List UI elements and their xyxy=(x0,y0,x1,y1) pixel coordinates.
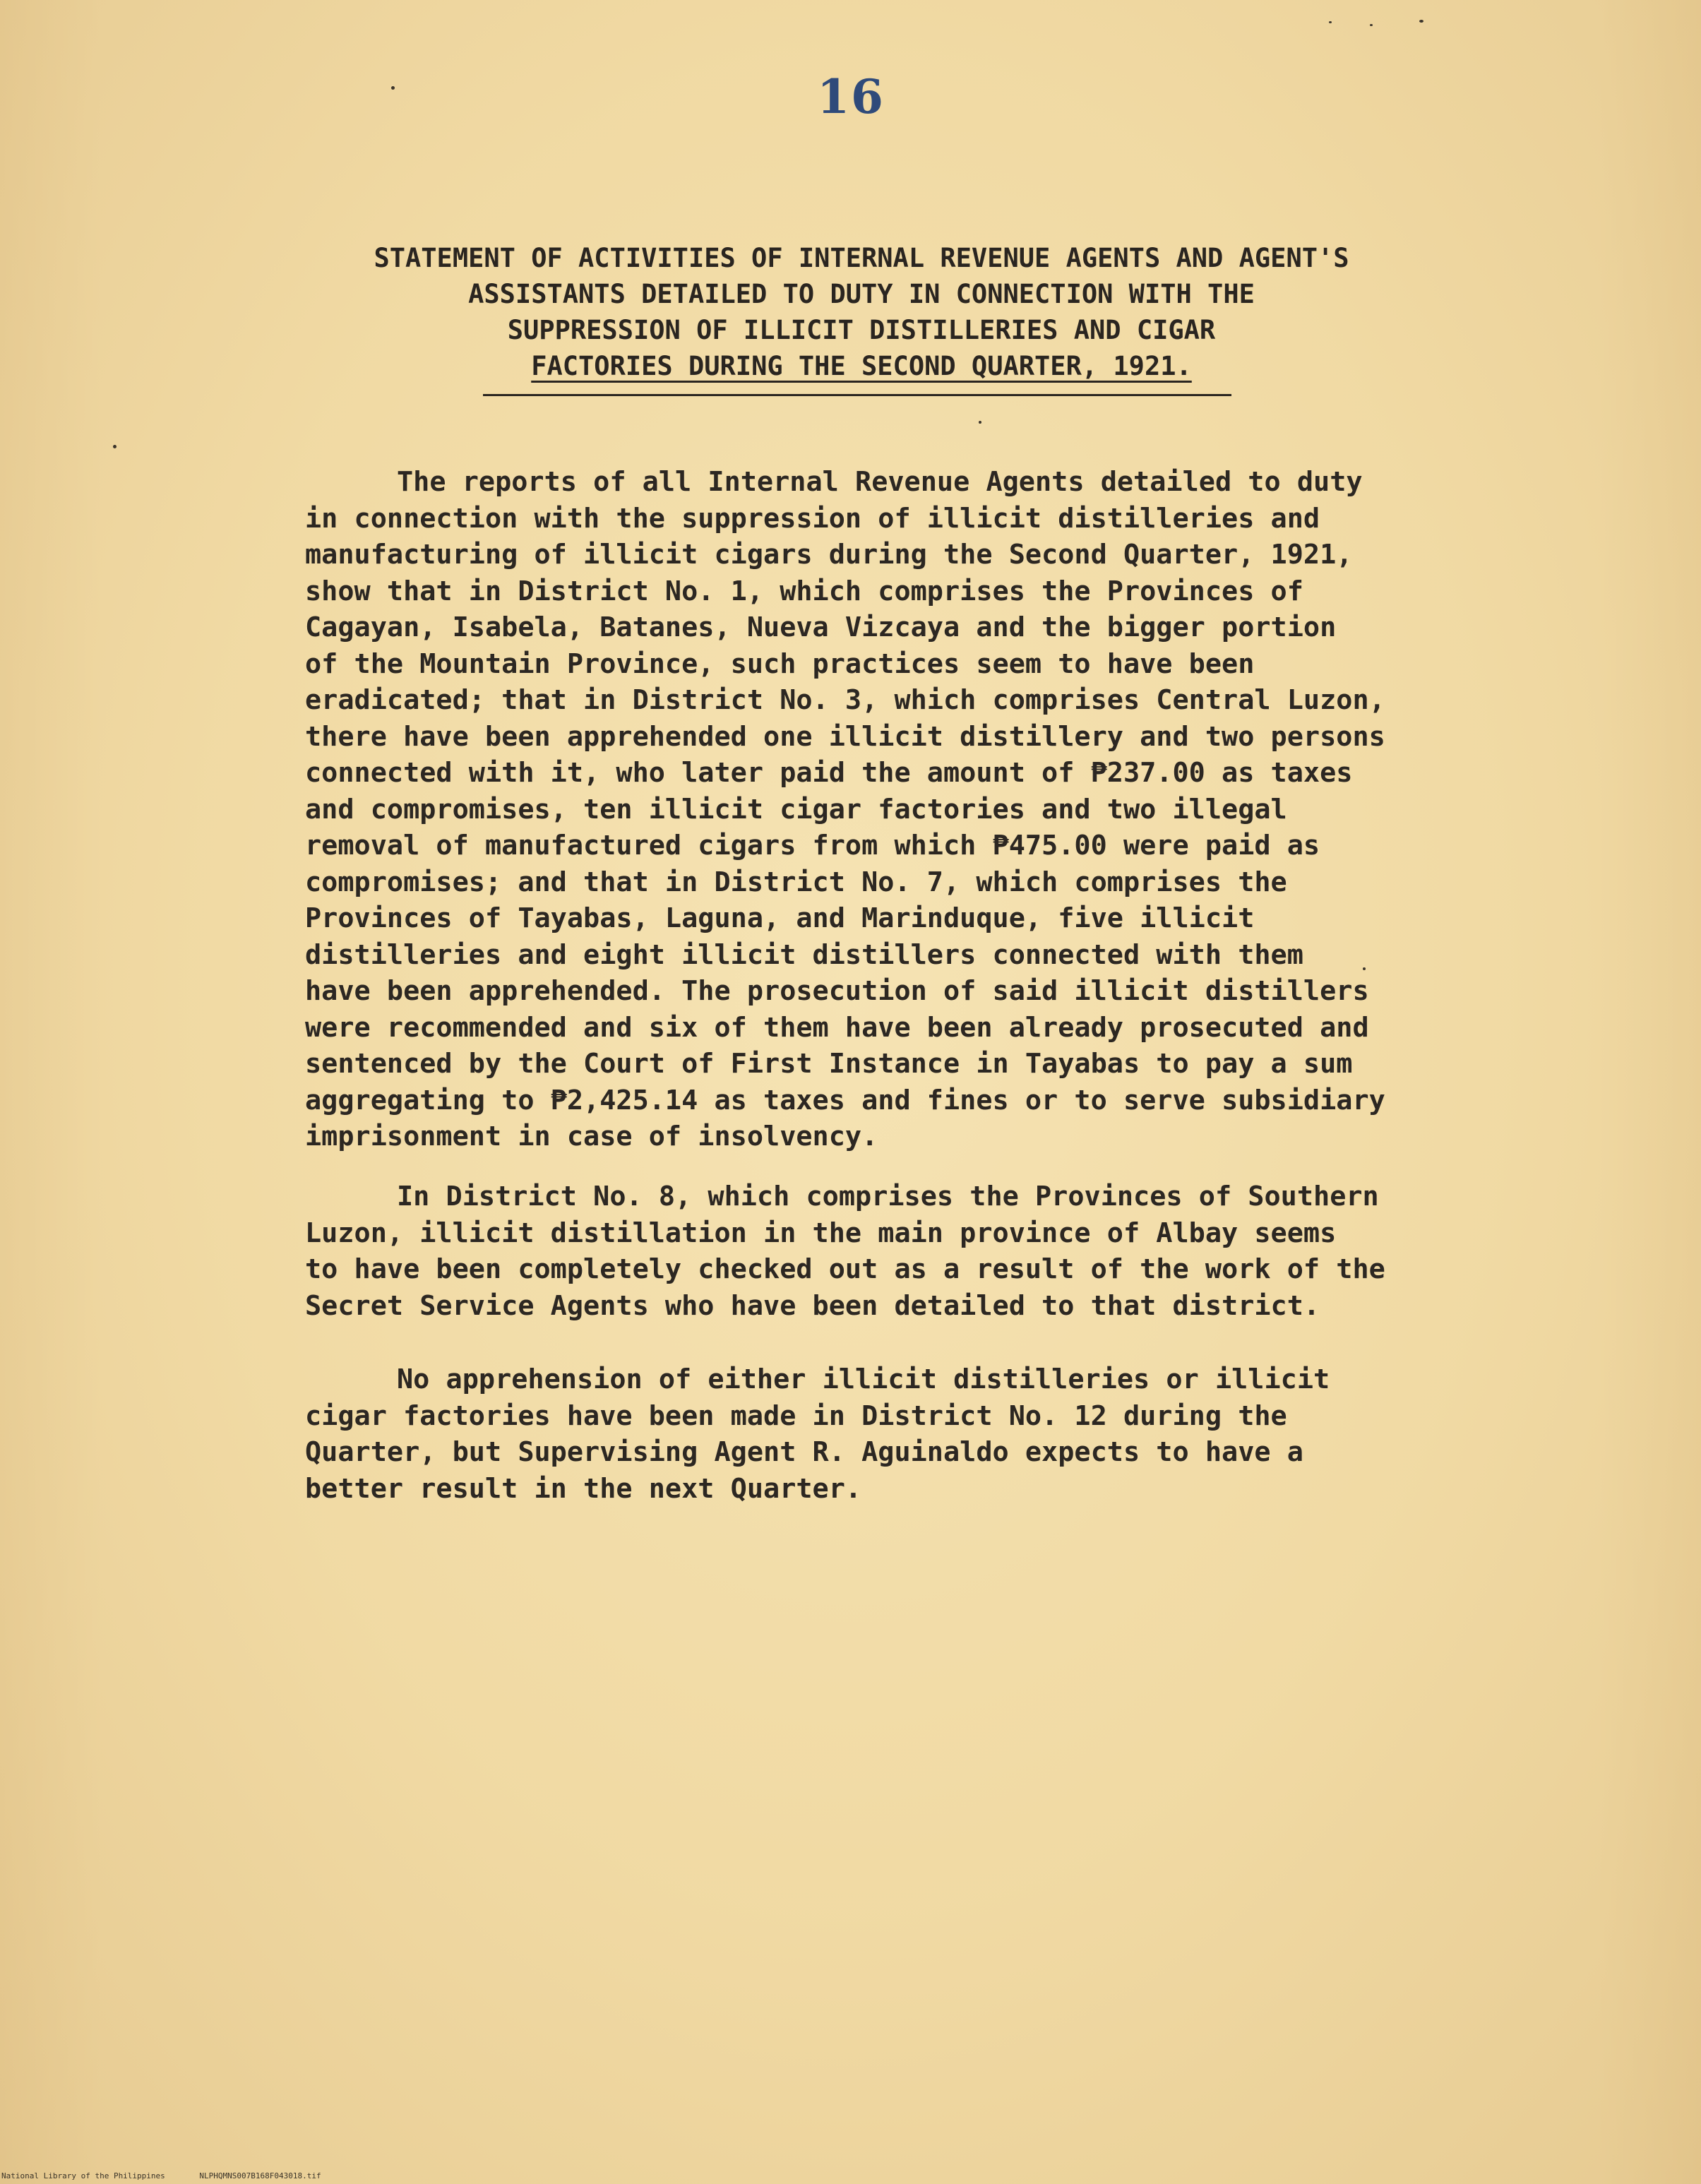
paragraph-line: Provinces of Tayabas, Laguna, and Marinduque, five illicit xyxy=(305,902,1255,934)
title-line-4: FACTORIES DURING THE SECOND QUARTER, 1921. xyxy=(531,351,1192,381)
paragraph-line: Quarter, but Supervising Agent R. Aguinaldo expects to have a xyxy=(305,1436,1303,1468)
paragraph-line: there have been apprehended one illicit distillery and two persons xyxy=(305,720,1385,753)
paragraph-line: The reports of all Internal Revenue Agents detailed to duty xyxy=(397,466,1363,498)
paper-speck xyxy=(1370,24,1373,26)
paragraph-line: cigar factories have been made in District No. 12 during the xyxy=(305,1400,1287,1432)
paragraph-line: imprisonment in case of insolvency. xyxy=(305,1121,878,1152)
paper-speck xyxy=(1329,21,1332,23)
paragraph-1 xyxy=(305,464,1520,1155)
paragraph-line: eradicated; that in District No. 3, which comprises Central Luzon, xyxy=(305,684,1385,716)
paper-speck xyxy=(391,86,395,90)
paragraph-2 xyxy=(305,1178,1520,1324)
paragraph-line: distilleries and eight illicit distillers connected with them xyxy=(305,938,1303,971)
paragraph-line: sentenced by the Court of First Instance in Tayabas to pay a sum xyxy=(305,1048,1353,1080)
paragraph-line: In District No. 8, which comprises the Provinces of Southern xyxy=(397,1181,1379,1212)
document-title xyxy=(212,240,1511,384)
page-number-stamp: 16 xyxy=(817,69,885,124)
paragraph-line: of the Mountain Province, such practices seem to have been xyxy=(305,648,1255,680)
paragraph-line: manufacturing of illicit cigars during the Second Quarter, 1921, xyxy=(305,539,1353,571)
paragraph-line: removal of manufactured cigars from which ₱475.00 were paid as xyxy=(305,830,1320,861)
paragraph-line: connected with it, who later paid the amount of ₱237.00 as taxes xyxy=(305,757,1353,789)
title-line-2: ASSISTANTS DETAILED TO DUTY IN CONNECTION WITH THE xyxy=(468,279,1255,309)
paper-speck xyxy=(1363,967,1366,970)
paragraph-line: and compromises, ten illicit cigar factories and two illegal xyxy=(305,793,1287,825)
paragraph-line: Luzon, illicit distillation in the main province of Albay seems xyxy=(305,1217,1337,1249)
title-line-3: SUPPRESSION OF ILLICIT DISTILLERIES AND CIGAR xyxy=(507,315,1216,345)
paragraph-line: better result in the next Quarter. xyxy=(305,1472,862,1505)
title-line-1: STATEMENT OF ACTIVITIES OF INTERNAL REVENUE AGENTS AND AGENT'S xyxy=(374,243,1349,273)
paragraph-line: Cagayan, Isabela, Batanes, Nueva Vizcaya and the bigger portion xyxy=(305,611,1337,643)
paragraph-line: compromises; and that in District No. 7, which comprises the xyxy=(305,866,1287,898)
footer-file-id: NLPHQMNS007B168F043018.tif xyxy=(199,2171,321,2180)
scan-footer xyxy=(1,2171,351,2180)
paragraph-line: aggregating to ₱2,425.14 as taxes and fines or to serve subsidiary xyxy=(305,1084,1385,1116)
title-double-underline xyxy=(483,394,1231,396)
paragraph-line: have been apprehended. The prosecution of said illicit distillers xyxy=(305,975,1369,1007)
paper-speck xyxy=(113,445,117,448)
paper-speck xyxy=(979,421,981,424)
paper-speck xyxy=(1419,20,1424,23)
paragraph-line: in connection with the suppression of illicit distilleries and xyxy=(305,502,1320,535)
paragraph-line: Secret Service Agents who have been detailed to that district. xyxy=(305,1289,1320,1322)
paragraph-3 xyxy=(305,1361,1520,1507)
paragraph-line: No apprehension of either illicit distilleries or illicit xyxy=(397,1363,1330,1395)
footer-library: National Library of the Philippines xyxy=(1,2171,165,2180)
paragraph-line: to have been completely checked out as a result of the work of the xyxy=(305,1253,1385,1285)
paragraph-line: show that in District No. 1, which comprises the Provinces of xyxy=(305,575,1303,607)
paragraph-line: were recommended and six of them have been already prosecuted and xyxy=(305,1011,1369,1044)
